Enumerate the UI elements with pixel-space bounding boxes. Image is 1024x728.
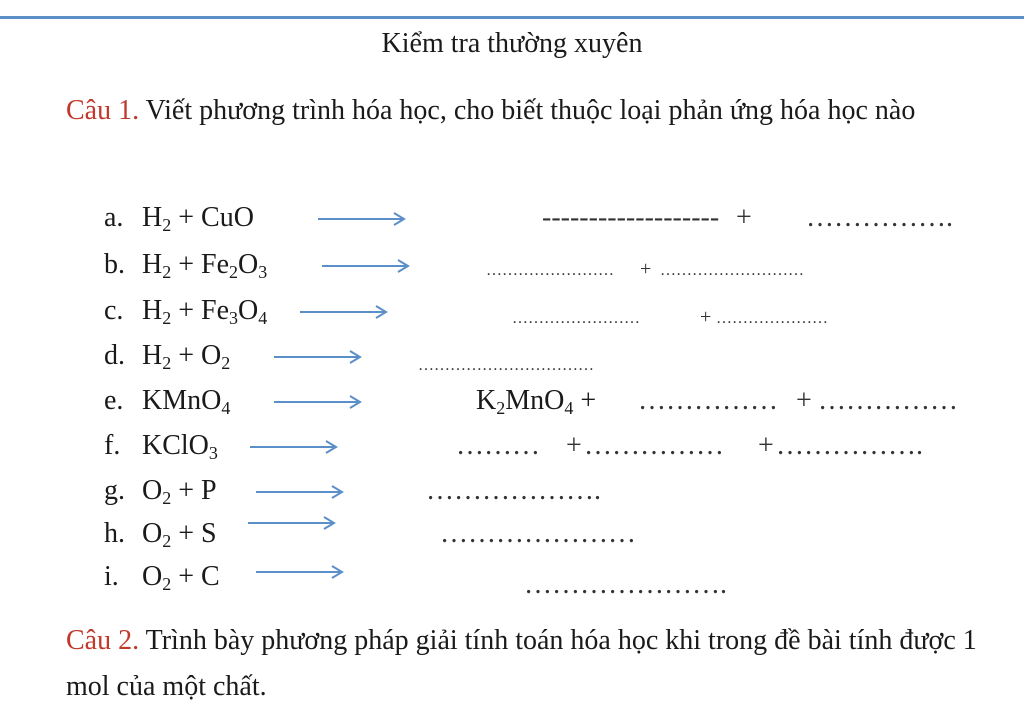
reaction-h bbox=[0, 511, 1024, 557]
answer-blank[interactable]: …………………………… bbox=[418, 357, 594, 374]
question-2 bbox=[66, 618, 1006, 710]
question-2-label: Câu 2. bbox=[66, 625, 140, 656]
arrow-icon bbox=[322, 256, 412, 276]
question-2-text: Trình bày phương pháp giải tính toán hóa học khi trong đề bài tính được 1 mol của một chất. bbox=[66, 625, 977, 702]
arrow-icon bbox=[256, 562, 346, 582]
reaction-d bbox=[0, 333, 1024, 379]
answer-blank[interactable]: …………………… bbox=[512, 310, 640, 327]
reaction-b bbox=[0, 242, 1024, 288]
question-1-label: Câu 1. bbox=[66, 95, 140, 126]
plus-sign: + bbox=[566, 430, 582, 461]
reaction-letter: g. bbox=[104, 475, 125, 506]
reaction-letter: e. bbox=[104, 385, 124, 416]
reactants: $H_2 + Fe_2O_3$ bbox=[142, 249, 268, 282]
reaction-a bbox=[0, 195, 1024, 241]
reactants: $O_2 + C$ bbox=[142, 561, 220, 594]
plus-sign: + bbox=[736, 202, 752, 233]
reaction-letter: f. bbox=[104, 430, 121, 461]
answer-blank[interactable]: ……………………… bbox=[660, 262, 804, 279]
answer-blank[interactable]: ………………. bbox=[426, 475, 601, 506]
reactants: KClO$_3$ bbox=[142, 430, 218, 463]
reactants: $H_2 + O_2$ bbox=[142, 340, 231, 373]
page-title: Kiểm tra thường xuyên bbox=[381, 28, 643, 59]
arrow-icon bbox=[248, 513, 338, 533]
answer-blank[interactable]: …………… bbox=[638, 385, 778, 416]
reactants: KMnO$_4$ bbox=[142, 385, 231, 418]
reaction-letter: d. bbox=[104, 340, 125, 371]
question-1-text: Viết phương trình hóa học, cho biết thuộc loại phản ứng hóa học nào bbox=[139, 95, 916, 126]
arrow-icon bbox=[250, 437, 340, 457]
plus-sign: + bbox=[640, 258, 652, 280]
reaction-f bbox=[0, 423, 1024, 469]
plus-sign: + bbox=[758, 430, 774, 461]
answer-blank[interactable]: ------------------- bbox=[542, 202, 720, 233]
reactants: $H_2$ + CuO bbox=[142, 202, 254, 235]
reaction-i bbox=[0, 554, 1024, 600]
reaction-g bbox=[0, 468, 1024, 514]
reactants: $O_2 + S$ bbox=[142, 518, 217, 551]
answer-blank[interactable]: ……………. bbox=[806, 202, 953, 233]
answer-blank[interactable]: …………………… bbox=[486, 262, 614, 279]
reaction-letter: i. bbox=[104, 561, 119, 592]
reaction-letter: h. bbox=[104, 518, 125, 549]
top-rule bbox=[0, 16, 1024, 19]
arrow-icon bbox=[318, 209, 408, 229]
answer-blank[interactable]: …………… bbox=[584, 430, 724, 461]
answer-blank[interactable]: …………… bbox=[818, 385, 958, 416]
question-1 bbox=[66, 88, 1006, 134]
reactants: $H_2 + Fe_3O_4$ bbox=[142, 295, 268, 328]
answer-blank[interactable]: ……… bbox=[456, 430, 540, 461]
arrow-icon bbox=[300, 302, 390, 322]
plus-sign: + bbox=[796, 385, 812, 416]
answer-blank[interactable]: ………………… bbox=[440, 518, 636, 549]
arrow-icon bbox=[274, 392, 364, 412]
answer-blank[interactable]: ……………. bbox=[776, 430, 923, 461]
arrow-icon bbox=[274, 347, 364, 367]
reaction-letter: a. bbox=[104, 202, 124, 233]
answer-blank[interactable]: ………………… bbox=[716, 310, 828, 327]
reactants: $O_2 + P$ bbox=[142, 475, 217, 508]
product: $K_2MnO_4$ + bbox=[476, 385, 597, 418]
arrow-icon bbox=[256, 482, 346, 502]
plus-sign: + bbox=[700, 306, 712, 328]
reaction-letter: b. bbox=[104, 249, 125, 280]
reaction-e bbox=[0, 378, 1024, 424]
reaction-letter: c. bbox=[104, 295, 124, 326]
answer-blank[interactable]: …………………. bbox=[524, 569, 727, 600]
reaction-c bbox=[0, 288, 1024, 334]
